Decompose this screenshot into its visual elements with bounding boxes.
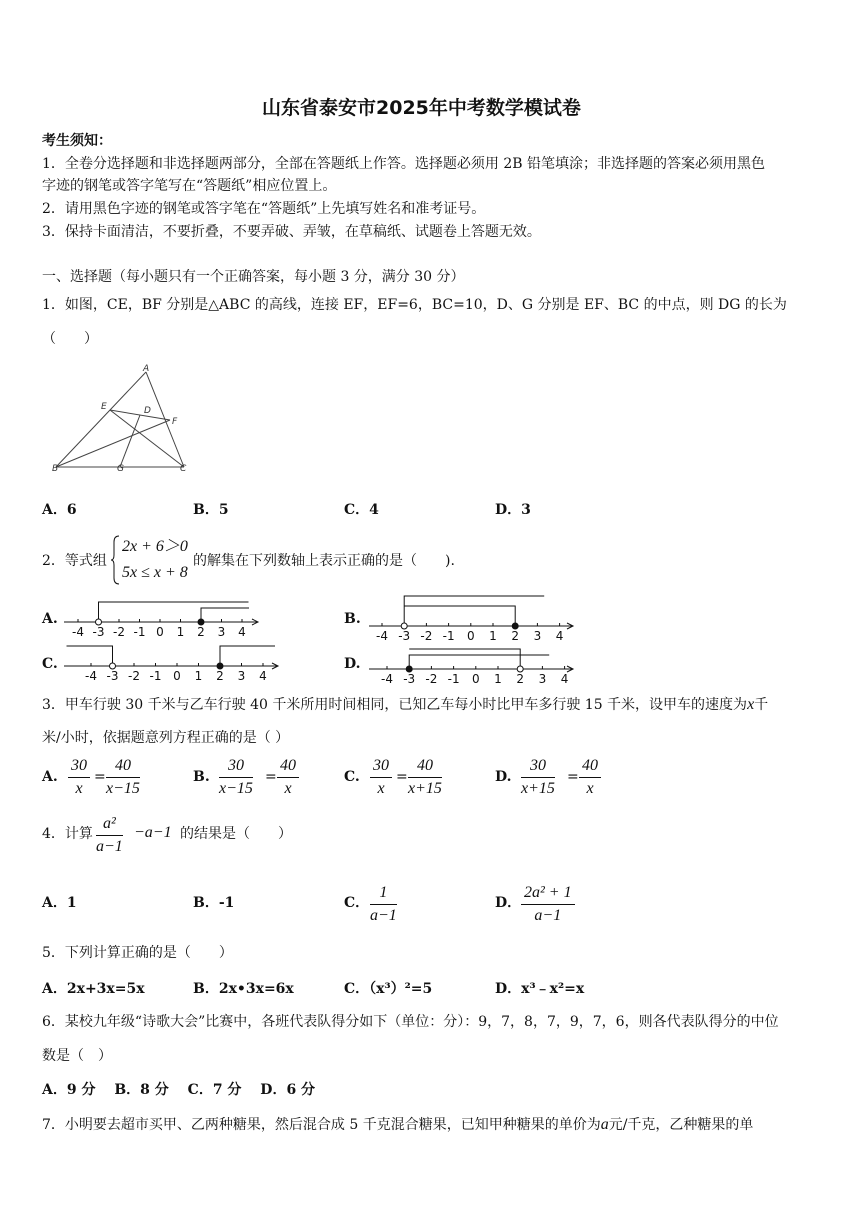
- closed-endpoint: [512, 623, 518, 629]
- q3-stem: 3．甲车行驶 30 千米与乙车行驶 40 千米所用时间相同，已知乙车每小时比甲车多行驶 15 千米，设甲车的速度为: [42, 697, 748, 713]
- frac-den: x−15: [219, 780, 253, 797]
- axis-tick-label: -2: [113, 625, 125, 638]
- q5-option-d[interactable]: D．x³﹣x²=x: [495, 981, 585, 997]
- q3-option-c-label[interactable]: C.: [344, 769, 360, 785]
- axis-tick-label: -1: [447, 672, 460, 686]
- q7-stem-b: 元/千克，乙种糖果的单: [608, 1117, 754, 1133]
- closed-endpoint: [217, 663, 223, 669]
- frac-den: x+15: [408, 780, 442, 797]
- frac-den: x−15: [106, 780, 140, 797]
- q1-option-d[interactable]: D．3: [495, 502, 531, 518]
- open-endpoint: [96, 619, 102, 625]
- q2-suffix: 的解集在下列数轴上表示正确的是（ ).: [193, 553, 455, 569]
- q5-option-c[interactable]: C．（x³）²=5: [344, 981, 433, 997]
- q4-option-d-label[interactable]: D．: [495, 895, 522, 911]
- axis-tick-label: 4: [238, 625, 246, 638]
- q3-option-d-left-fraction[interactable]: [521, 757, 555, 798]
- q3-option-a-label[interactable]: A.: [42, 769, 58, 785]
- axis-tick-label: 1: [194, 669, 203, 683]
- axis-tick-label: 0: [466, 629, 475, 642]
- frac-num: 40: [579, 757, 601, 778]
- brace-icon: [110, 535, 120, 585]
- axis-tick-label: 4: [259, 669, 267, 683]
- axis-tick-label: 3: [237, 669, 246, 683]
- label-b: B: [52, 464, 59, 474]
- q1-paren: （ ）: [42, 331, 98, 347]
- q4-c-num: 1: [370, 884, 397, 905]
- frac-num: 40: [106, 757, 140, 778]
- page-title: 山东省泰安市2025年中考数学模试卷: [262, 97, 581, 119]
- q2-prefix: 2．等式组: [42, 553, 107, 569]
- q3-option-c-right-fraction[interactable]: [408, 757, 442, 798]
- q7-stem: [42, 1117, 753, 1133]
- axis-tick-label: 4: [560, 672, 569, 686]
- axis-tick-label: 2: [516, 672, 525, 686]
- q4-option-c-label[interactable]: C．: [344, 895, 370, 911]
- label-c: C: [180, 464, 187, 474]
- solution-ray: [409, 655, 549, 669]
- axis-tick-label: 2: [216, 669, 224, 683]
- q2-option-b-label[interactable]: B.: [344, 611, 361, 627]
- open-endpoint: [517, 666, 523, 672]
- axis-tick-label: 0: [471, 672, 480, 686]
- axis-tick-label: -2: [425, 672, 438, 686]
- q4-d-den: a−1: [534, 907, 562, 924]
- solution-ray: [409, 649, 520, 669]
- q4-tail: −a−1: [134, 824, 172, 841]
- q3-stem-end: 千: [754, 697, 769, 713]
- q4-numerator: a²: [96, 815, 123, 836]
- solution-ray: [404, 606, 515, 626]
- q1-option-a[interactable]: A．6: [42, 502, 77, 518]
- q5-option-a[interactable]: A．2x+3x=5x: [42, 981, 145, 997]
- frac-den: x: [75, 780, 83, 797]
- label-e: E: [101, 402, 107, 412]
- equals-sign: =: [567, 769, 579, 785]
- q6-stem-line1: 6．某校九年级“诗歌大会”比赛中，各班代表队得分如下（单位：分）：9，7，8，7，9，7，6，则各代表队得分的中位: [42, 1014, 779, 1030]
- triangle-figure: [46, 362, 196, 474]
- frac-den: x: [586, 780, 594, 797]
- axis-tick-label: -2: [128, 669, 140, 683]
- axis-tick-label: -4: [85, 669, 97, 683]
- frac-num: 40: [408, 757, 442, 778]
- q6-stem-line2: 数是（ ）: [42, 1048, 112, 1064]
- q3-option-a-left-fraction[interactable]: [68, 757, 90, 798]
- frac-num: 30: [219, 757, 253, 778]
- q4-option-d-fraction[interactable]: [521, 884, 575, 925]
- equals-sign: =: [94, 769, 106, 785]
- closed-endpoint: [198, 619, 204, 625]
- q1-option-c[interactable]: C．4: [344, 502, 379, 518]
- q4-c-den: a−1: [370, 907, 397, 924]
- axis-tick-label: -1: [133, 625, 146, 638]
- axis-tick-label: 0: [156, 625, 164, 638]
- label-a: A: [143, 364, 150, 374]
- frac-num: 40: [277, 757, 299, 778]
- q4-d-num: 2a² + 1: [521, 884, 575, 905]
- solution-ray: [220, 646, 275, 666]
- solution-ray: [67, 646, 113, 666]
- q4-suffix: 的结果是（ ）: [180, 826, 292, 842]
- q3-stem-line1: [42, 697, 768, 713]
- section-heading: 一、选择题（每小题只有一个正确答案，每小题 3 分，满分 30 分）: [42, 269, 465, 285]
- q2-option-a-label[interactable]: A.: [42, 611, 58, 627]
- notice-item-2: 2．请用黑色字迹的钢笔或答字笔在“答题纸”上先填写姓名和准考证号。: [42, 201, 486, 217]
- q4-denominator: a−1: [96, 838, 123, 855]
- q4-option-b[interactable]: B．-1: [193, 895, 235, 911]
- q3-option-b-label[interactable]: B.: [193, 769, 210, 785]
- q2-inequality-2: 5x ≤ x + 8: [122, 564, 188, 581]
- q3-var: x: [747, 696, 755, 713]
- axis-tick-label: 1: [494, 672, 502, 686]
- notice-item-1-cont: 字迹的钢笔或答字笔写在“答题纸”相应位置上。: [42, 178, 337, 194]
- axis-tick-label: 1: [489, 629, 497, 642]
- notice-item-3: 3．保持卡面清洁，不要折叠，不要弄破、弄皱，在草稿纸、试题卷上答题无效。: [42, 224, 541, 240]
- axis-tick-label: 2: [511, 629, 520, 642]
- q3-stem-line2: 米/小时，依据题意列方程正确的是（ ）: [42, 730, 290, 746]
- q3-option-d-right-fraction[interactable]: [579, 757, 601, 798]
- q6-options[interactable]: A．9 分 B．8 分 C．7 分 D．6 分: [42, 1082, 316, 1098]
- axis-tick-label: 3: [538, 672, 547, 686]
- axis-tick-label: 1: [176, 625, 185, 638]
- q4-option-c-fraction[interactable]: [370, 884, 397, 925]
- equals-sign: =: [396, 769, 408, 785]
- q4-prefix: 4．计算: [42, 826, 93, 842]
- axis-tick-label: -4: [72, 625, 84, 638]
- q1-option-b[interactable]: B．5: [193, 502, 229, 518]
- axis-tick-label: -3: [403, 672, 416, 686]
- q2-option-d-label[interactable]: D.: [344, 656, 361, 672]
- solution-ray: [404, 596, 544, 626]
- number-line-b[interactable]: [365, 590, 580, 642]
- label-f: F: [172, 417, 178, 427]
- q4-fraction: [96, 815, 123, 856]
- frac-num: 30: [370, 757, 392, 778]
- notice-heading: 考生须知：: [42, 133, 112, 149]
- notice-item-1: 1．全卷分选择题和非选择题两部分，全部在答题纸上作答。选择题必须用 2B 铅笔填涂；非选择题的答案必须用黑色: [42, 156, 765, 172]
- solution-ray: [99, 602, 249, 622]
- q3-option-b-left-fraction[interactable]: [219, 757, 253, 798]
- axis-tick-label: -1: [442, 629, 455, 642]
- label-g: G: [117, 464, 124, 474]
- q3-option-a-right-fraction[interactable]: [106, 757, 140, 798]
- axis-tick-label: -4: [376, 629, 388, 642]
- q3-option-d-label[interactable]: D.: [495, 769, 512, 785]
- q2-inequality-1: 2x + 6＞0: [122, 538, 188, 555]
- equals-sign: =: [265, 769, 277, 785]
- q3-option-c-left-fraction[interactable]: [370, 757, 392, 798]
- label-d: D: [144, 406, 151, 416]
- q5-stem: 5．下列计算正确的是（ ）: [42, 945, 233, 961]
- axis-tick-label: -2: [420, 629, 433, 642]
- axis-tick-label: -3: [106, 669, 119, 683]
- number-line-d[interactable]: [365, 643, 580, 689]
- frac-num: 30: [521, 757, 555, 778]
- q3-option-b-right-fraction[interactable]: [277, 757, 299, 798]
- number-line-c[interactable]: [60, 640, 282, 686]
- number-line-a[interactable]: [60, 594, 260, 638]
- frac-den: x: [377, 780, 385, 797]
- axis-tick-label: -4: [381, 672, 393, 686]
- axis-tick-label: -3: [92, 625, 105, 638]
- axis-tick-label: 0: [173, 669, 181, 683]
- axis-tick-label: 3: [533, 629, 542, 642]
- axis-tick-label: 4: [555, 629, 564, 642]
- axis-tick-label: 3: [217, 625, 226, 638]
- q7-var: a: [600, 1116, 609, 1133]
- axis-tick-label: -1: [149, 669, 162, 683]
- frac-num: 30: [68, 757, 90, 778]
- axis-tick-label: -3: [398, 629, 411, 642]
- q7-stem-a: 7．小明要去超市买甲、乙两种糖果，然后混合成 5 千克混合糖果，已知甲种糖果的单价为: [42, 1117, 601, 1133]
- open-endpoint: [110, 663, 116, 669]
- frac-den: x+15: [521, 780, 555, 797]
- frac-den: x: [284, 780, 292, 797]
- q1-stem: 1．如图，CE，BF 分别是△ABC 的高线，连接 EF，EF=6，BC=10，D、G 分别是 EF、BC 的中点，则 DG 的长为: [42, 297, 787, 313]
- axis-tick-label: 2: [197, 625, 205, 638]
- open-endpoint: [401, 623, 407, 629]
- q2-option-c-label[interactable]: C.: [42, 656, 58, 672]
- closed-endpoint: [406, 666, 412, 672]
- q4-option-a[interactable]: A．1: [42, 895, 77, 911]
- q5-option-b[interactable]: B．2x•3x=6x: [193, 981, 294, 997]
